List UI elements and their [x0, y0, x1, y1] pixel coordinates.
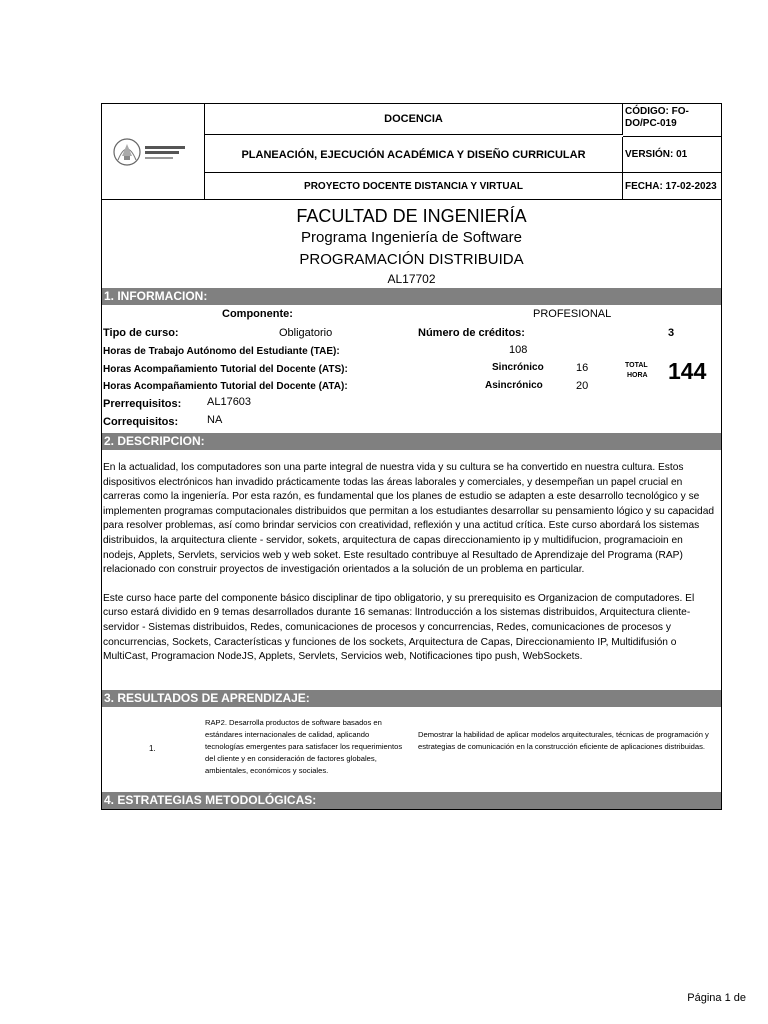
ats-label: Horas Acompañamiento Tutorial del Docente (ATS): — [103, 364, 348, 375]
asincronico-value: 20 — [576, 380, 589, 392]
section-resultados: 3. RESULTADOS DE APRENDIZAJE: — [102, 690, 721, 707]
codigo-cell: CÓDIGO: FO-DO/PC-019 — [623, 104, 721, 137]
tae-value: 108 — [509, 344, 528, 356]
total-value: 144 — [668, 358, 707, 384]
tipo-label: Tipo de curso: — [103, 327, 179, 339]
docencia-cell: DOCENCIA — [205, 104, 623, 135]
componente-value: PROFESIONAL — [533, 308, 612, 320]
creditos-value: 3 — [668, 327, 675, 339]
total-label-2: HORA — [627, 372, 648, 379]
section-estrategias: 4. ESTRATEGIAS METODOLÓGICAS: — [102, 792, 721, 809]
version-cell: VERSIÓN: 01 — [623, 137, 721, 173]
header-table — [102, 104, 721, 200]
section-descripcion: 2. DESCRIPCION: — [102, 433, 721, 450]
program-title: Programa Ingeniería de Software — [301, 229, 522, 246]
course-title-block — [102, 200, 721, 288]
sincronico-label: Sincrónico — [492, 362, 544, 373]
creditos-label: Número de créditos: — [418, 327, 525, 339]
university-logo — [102, 104, 205, 199]
course-name: PROGRAMACIÓN DISTRIBUIDA — [299, 251, 524, 268]
correq-label: Correquisitos: — [103, 416, 179, 428]
course-code: AL17702 — [387, 272, 436, 286]
document-frame — [101, 103, 722, 810]
asincronico-label: Asincrónico — [485, 380, 543, 391]
planeacion-cell: PLANEACIÓN, EJECUCIÓN ACADÉMICA Y DISEÑO CURRICULAR — [205, 137, 623, 173]
rap-text: RAP2. Desarrolla productos de software basados en estándares internacionales de calidad, aplicando tecnologías emergentes para satisfacer los requerimientos del cliente y en consideración de factores globales, ambientales, económicos y sociales. — [205, 718, 403, 775]
ata-label: Horas Acompañamiento Tutorial del Docente (ATA): — [103, 381, 348, 392]
outcome-text: Demostrar la habilidad de aplicar modelos arquitecturales, técnicas de programación y estrategias de comunicación en la construcción eficiente de aplicaciones distribuidas. — [418, 730, 709, 751]
componente-label: Componente: — [222, 308, 293, 320]
tipo-value: Obligatorio — [279, 327, 333, 339]
description-paragraph-2: Este curso hace parte del componente básico disciplinar de tipo obligatorio, y su prerequisito es Organizacion de computadores. El curso estará dividido en 9 temas desarrollados durante 16 semanas: lIntroducción a los sistemas distribuidos, Arquitectura cliente- servidor - Sistemas distribuidos, Redes, comunicaciones de procesos y concurrencias, Redes, comunicaciones de procesos y concurrencias, Sockets, Características y funciones de los sockets, Arquitectura de Capas, Direccionamiento IP, Multidifusión o MultiCast, Programacion NodeJS, Applets, Servlets, Servicios web, Notificaciones tipo push, WebSockets. — [103, 592, 695, 663]
description-paragraph-1: En la actualidad, los computadores son una parte integral de nuestra vida y su cultura se ha convertido en nuestra cultura. Estos dispositivos electrónicos han invadido prácticamente todas las áreas laborales y comerciales, y desempeñan un papel crucial en carreras como la ingeniería. Por esta razón, es fundamental que los planes de estudio se adapten a este desarrollo tecnológico y se implementen programas computacionales distribuidos que permitan a los estudiantes desarrollar su pensamiento lógico y su capacidad para resolver problemas, así como brindar servicios con creatividad, reflexión y una actitud crítica. Este curso abordará los sistemas distribuidos, la arquitectura cliente - servidor, sokets, arquitectura de capas direccionamiento ip y multidifucion, programacioin en nodejs, Applets, Servlets, servicios web y web soket. Este resultado contribuye al Resultado de Aprendizaje del Programa (RAP) relacionado con construir proyectos de investigación orientados a la solución de un problema en particular. — [103, 462, 715, 576]
prerreq-value: AL17603 — [207, 396, 252, 408]
section-informacion: 1. INFORMACION: — [102, 288, 721, 305]
seal-icon — [113, 132, 193, 172]
fecha-cell: FECHA: 17-02-2023 — [625, 180, 717, 192]
faculty-title: FACULTAD DE INGENIERÍA — [296, 206, 527, 226]
info-block — [102, 305, 721, 433]
results-table — [102, 707, 721, 792]
result-number: 1. — [149, 744, 156, 753]
description-body — [102, 450, 721, 690]
prerreq-label: Prerrequisitos: — [103, 398, 182, 410]
total-label-1: TOTAL — [625, 362, 648, 369]
correq-value: NA — [207, 414, 223, 426]
proyecto-cell: PROYECTO DOCENTE DISTANCIA Y VIRTUAL — [205, 173, 623, 199]
page-footer: Página 1 de — [687, 992, 746, 1004]
tae-label: Horas de Trabajo Autónomo del Estudiante (TAE): — [103, 346, 340, 357]
sincronico-value: 16 — [576, 362, 589, 374]
